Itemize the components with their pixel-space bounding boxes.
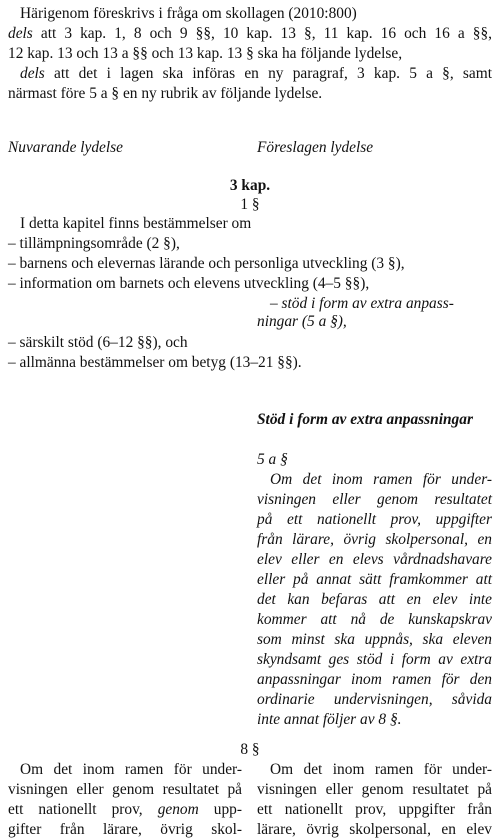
section-5a-line: visningen eller genom resultatet: [257, 491, 492, 508]
section-5a-line: som minst ska uppnås, ska eleven: [257, 631, 492, 648]
section-5a-line: skyndsamt ges stöd i form av extra: [257, 651, 492, 668]
intro-line-5: närmast före 5 a § en ny rubrik av följande lydelse.: [8, 85, 323, 102]
dels-label: dels: [8, 25, 33, 42]
list-item: – särskilt stöd (6–12 §§), och: [8, 334, 188, 351]
section-5a-line: Om det inom ramen för under-: [270, 471, 492, 488]
section-5a-line: från lärare, övrig skolpersonal, en: [257, 531, 492, 548]
para-8-mark: 8 §: [240, 741, 260, 758]
para-8-left-line: visningen eller genom resultatet på: [8, 781, 242, 798]
section-5a-line: elev eller en elevs vårdnadshavare: [257, 551, 492, 568]
intro-line-3: 12 kap. 13 och 13 a §§ och 13 kap. 13 § ska ha följande lydelse,: [8, 45, 403, 62]
list-item: – barnens och elevernas lärande och personliga utveckling (3 §),: [8, 255, 405, 272]
new-section-heading: Stöd i form av extra anpassningar: [257, 411, 473, 428]
para-8-left-line-3-start: ett nationellt prov,: [8, 801, 143, 818]
list-item: – allmänna bestämmelser om betyg (13–21 §§).: [8, 354, 302, 371]
amended-word: genom: [157, 801, 199, 818]
para-8-left-line-3-end: upp-: [198, 801, 243, 818]
para-8-left-line: gifter från lärare, övrig skol-: [8, 821, 242, 838]
section-5a-line: eller på annat sätt framkommer att: [257, 571, 492, 588]
para-8-right-line: lärare, övrig skolpersonal, en elev: [257, 821, 492, 838]
list-item: – information om barnets och elevens utveckling (4–5 §§),: [8, 275, 370, 292]
para-8-left-line: [8, 800, 242, 820]
para-8-right-line: visningen eller genom resultatet på: [257, 781, 492, 798]
section-5a-line: på ett nationellt prov, uppgifter: [257, 511, 492, 528]
para-8-right-line: Om det inom ramen för under-: [270, 761, 492, 778]
para-8-left-line: Om det inom ramen för under-: [20, 761, 242, 778]
section-5a-mark: 5 a §: [257, 451, 288, 468]
intro-line-2-text: att 3 kap. 1, 8 och 9 §§, 10 kap. 13 §, 11 kap. 16 och 16 a §§,: [32, 25, 492, 42]
dels-label: dels: [20, 65, 45, 82]
intro-line-2: [8, 24, 492, 44]
para-1-mark: 1 §: [240, 196, 260, 213]
right-column-heading: Föreslagen lydelse: [257, 139, 374, 156]
new-list-item-line-1: – stöd i form av extra anpass-: [270, 295, 454, 312]
intro-line-1: Härigenom föreskrivs i fråga om skollagen (2010:800): [20, 5, 357, 22]
intro-line-4: [20, 64, 492, 84]
left-column-heading: Nuvarande lydelse: [8, 139, 123, 156]
new-list-item-line-2: ningar (5 a §),: [257, 313, 347, 330]
intro-line-4-text: att det i lagen ska införas en ny paragraf, 3 kap. 5 a §, samt: [44, 65, 492, 82]
chapter-heading: 3 kap.: [229, 177, 271, 194]
list-item: – tillämpningsområde (2 §),: [8, 235, 180, 252]
para-1-intro: I detta kapitel finns bestämmelser om: [20, 215, 252, 232]
section-5a-line: anpassningar inom ramen för den: [257, 671, 492, 688]
section-5a-line: inte annat följer av 8 §.: [257, 711, 402, 728]
section-5a-line: det kan befaras att en elev inte: [257, 591, 492, 608]
section-5a-line: ordinarie undervisningen, såvida: [257, 691, 492, 708]
section-5a-line: kommer att nå de kunskapskrav: [257, 611, 492, 628]
para-8-right-line: ett nationellt prov, uppgifter från: [257, 801, 492, 818]
